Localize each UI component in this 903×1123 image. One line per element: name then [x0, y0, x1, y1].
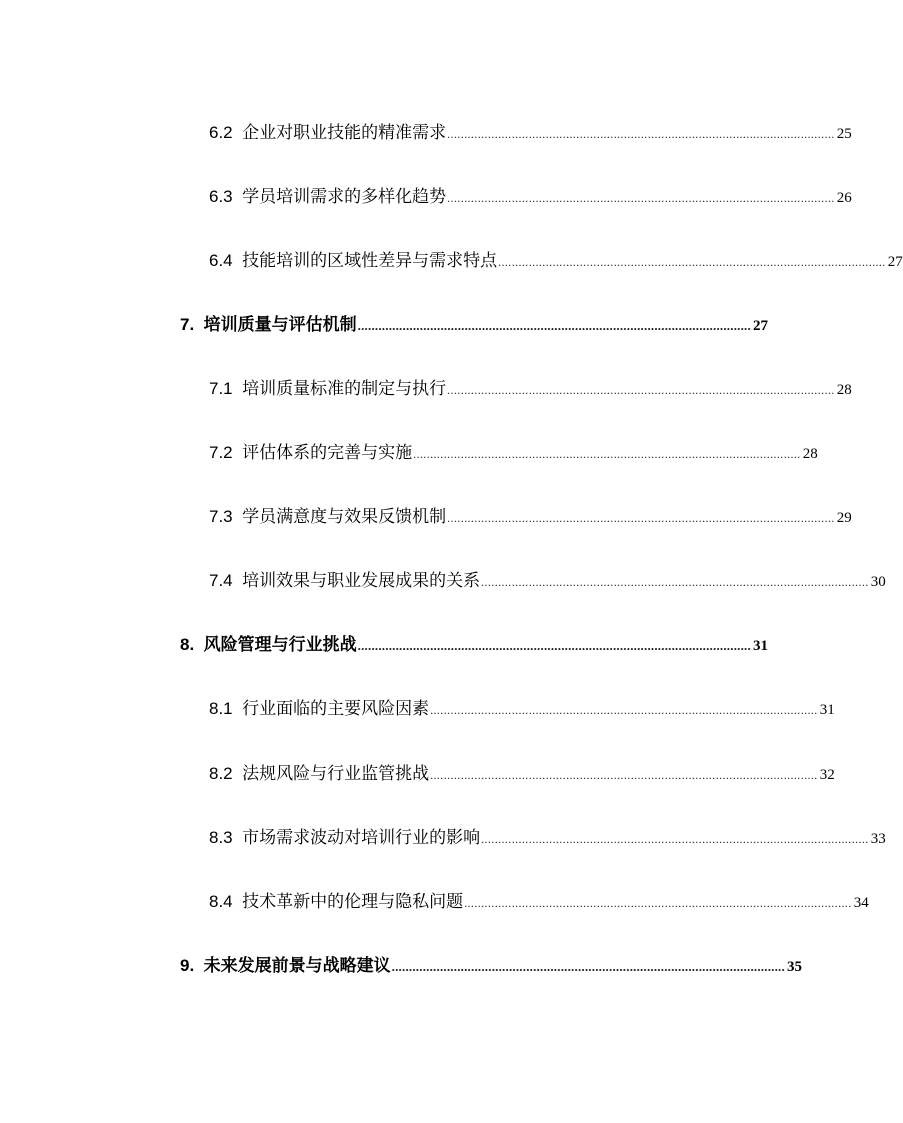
toc-page-number: 33 — [870, 831, 886, 847]
toc-entry-8-4[interactable] — [209, 887, 869, 911]
toc-page-number: 28 — [836, 382, 852, 398]
toc-entry-7[interactable] — [180, 310, 768, 334]
toc-entry-number: 6.4 — [209, 251, 233, 270]
toc-entry-number: 7.4 — [209, 571, 233, 590]
toc-leader-dots: .................................................................................................................. — [447, 191, 835, 205]
toc-leader-dots: .................................................................................................................. — [413, 447, 801, 461]
toc-leader-dots: .................................................................................................................. — [447, 383, 835, 397]
toc-leader-dots: .................................................................................................................. — [430, 768, 818, 782]
toc-entry-title: 法规风险与行业监管挑战 — [242, 764, 430, 783]
toc-entry-8[interactable] — [180, 630, 768, 654]
toc-entry-title: 培训质量与评估机制 — [203, 315, 357, 334]
toc-page-number: 28 — [802, 446, 818, 462]
toc-leader-dots: .................................................................................................................. — [357, 318, 751, 333]
toc-entry-number: 8.1 — [209, 699, 233, 718]
toc-entry-number: 8.3 — [209, 828, 233, 847]
toc-entry-title: 风险管理与行业挑战 — [203, 635, 357, 654]
toc-entry-number: 7.1 — [209, 379, 233, 398]
toc-entry-8-1[interactable] — [209, 694, 835, 718]
toc-leader-dots: .................................................................................................................. — [357, 638, 751, 653]
toc-entry-7-1[interactable] — [209, 374, 852, 398]
toc-entry-number: 6.3 — [209, 187, 233, 206]
toc-entry-number: 7. — [180, 315, 195, 334]
toc-page-number: 25 — [836, 126, 852, 142]
toc-entry-8-2[interactable] — [209, 759, 835, 783]
toc-entry-7-2[interactable] — [209, 438, 818, 462]
toc-leader-dots: .................................................................................................................. — [498, 255, 886, 269]
toc-entry-title: 学员满意度与效果反馈机制 — [242, 507, 447, 526]
toc-entry-number: 8.4 — [209, 892, 233, 911]
toc-page-number: 30 — [870, 574, 886, 590]
toc-page-number: 35 — [786, 959, 802, 975]
toc-entry-title: 学员培训需求的多样化趋势 — [242, 187, 447, 206]
toc-entry-number: 8.2 — [209, 764, 233, 783]
toc-entry-title: 培训质量标准的制定与执行 — [242, 379, 447, 398]
toc-entry-number: 7.3 — [209, 507, 233, 526]
toc-entry-number: 9. — [180, 956, 195, 975]
toc-page-number: 31 — [752, 638, 768, 654]
toc-entry-title: 行业面临的主要风险因素 — [242, 699, 430, 718]
toc-page-number: 34 — [853, 895, 869, 911]
toc-leader-dots: .................................................................................................................. — [391, 959, 785, 974]
toc-entry-9[interactable] — [180, 951, 802, 975]
toc-page-number: 31 — [819, 702, 835, 718]
toc-entry-title: 市场需求波动对培训行业的影响 — [242, 828, 481, 847]
toc-entry-6-4[interactable] — [209, 246, 903, 270]
toc-page-number: 27 — [752, 318, 768, 334]
toc-entry-title: 技术革新中的伦理与隐私问题 — [242, 892, 464, 911]
toc-entry-7-4[interactable] — [209, 566, 886, 590]
toc-leader-dots: .................................................................................................................. — [481, 575, 869, 589]
toc-entry-6-2[interactable] — [209, 118, 852, 142]
toc-leader-dots: .................................................................................................................. — [447, 127, 835, 141]
toc-page-number: 27 — [887, 254, 903, 270]
toc-leader-dots: .................................................................................................................. — [430, 703, 818, 717]
toc-entry-title: 培训效果与职业发展成果的关系 — [242, 571, 481, 590]
toc-entry-title: 未来发展前景与战略建议 — [203, 956, 391, 975]
toc-entry-title: 技能培训的区域性差异与需求特点 — [242, 251, 498, 270]
toc-entry-number: 7.2 — [209, 443, 233, 462]
toc-page-number: 26 — [836, 190, 852, 206]
toc-page-number: 32 — [819, 767, 835, 783]
toc-entry-7-3[interactable] — [209, 502, 852, 526]
toc-entry-title: 评估体系的完善与实施 — [242, 443, 413, 462]
toc-entry-6-3[interactable] — [209, 182, 852, 206]
toc-entry-8-3[interactable] — [209, 823, 886, 847]
toc-page-number: 29 — [836, 510, 852, 526]
toc-entry-number: 6.2 — [209, 123, 233, 142]
toc-leader-dots: .................................................................................................................. — [481, 832, 869, 846]
toc-leader-dots: .................................................................................................................. — [464, 896, 852, 910]
toc-entry-number: 8. — [180, 635, 195, 654]
toc-leader-dots: .................................................................................................................. — [447, 511, 835, 525]
toc-entry-title: 企业对职业技能的精准需求 — [242, 123, 447, 142]
